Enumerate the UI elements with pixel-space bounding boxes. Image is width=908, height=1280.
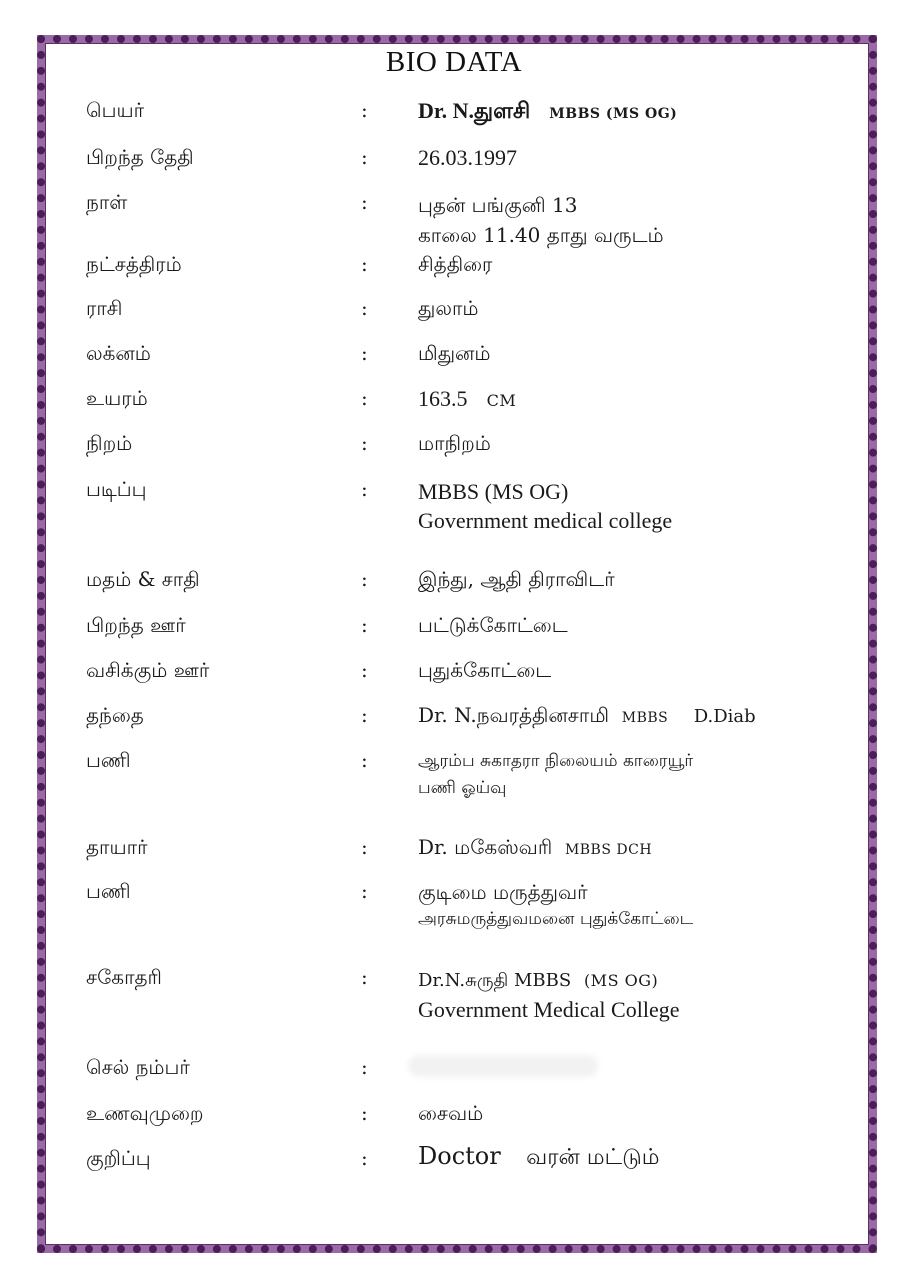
- colon: :: [361, 431, 368, 455]
- label-dob: பிறந்த தேதி: [86, 145, 194, 169]
- value-education: [418, 477, 672, 535]
- colon: :: [361, 658, 368, 682]
- value-residence: புதுக்கோட்டை: [418, 658, 552, 682]
- label-phone: செல் நம்பர்: [86, 1055, 190, 1079]
- mother-job-line1: குடிமை மருத்துவர்: [418, 880, 588, 904]
- name-degree: MBBS (MS OG): [549, 106, 678, 122]
- value-rasi: துலாம்: [418, 296, 479, 320]
- label-religion: மதம் & சாதி: [86, 567, 200, 591]
- colon: :: [361, 567, 368, 591]
- colon: :: [361, 296, 368, 320]
- note-text: வரன் மட்டும்: [526, 1145, 660, 1170]
- colon: :: [361, 703, 368, 727]
- value-day: [418, 190, 664, 250]
- label-lagnam: லக்னம்: [86, 341, 151, 365]
- name-text: Dr. N.துளசி: [418, 98, 531, 123]
- colon: :: [361, 835, 368, 859]
- value-name: [418, 98, 677, 127]
- label-height: உயரம்: [86, 386, 148, 410]
- label-mother: தாயார்: [86, 835, 148, 859]
- colon: :: [361, 1146, 368, 1170]
- colon: :: [361, 252, 368, 276]
- father-degree2: D.Diab: [693, 706, 756, 727]
- label-day: நாள்: [86, 190, 128, 214]
- value-complexion: மாநிறம்: [418, 431, 491, 455]
- colon: :: [361, 613, 368, 637]
- label-sister: சகோதரி: [86, 965, 162, 989]
- value-mother: [418, 835, 652, 862]
- label-star: நட்சத்திரம்: [86, 252, 182, 276]
- label-father: தந்தை: [86, 703, 144, 727]
- page-title: BIO DATA: [385, 46, 523, 78]
- value-native-place: பட்டுக்கோட்டை: [418, 613, 568, 637]
- colon: :: [361, 1101, 368, 1125]
- value-star: சித்திரை: [418, 252, 493, 276]
- label-native-place: பிறந்த ஊர்: [86, 613, 186, 637]
- colon: :: [361, 145, 368, 169]
- value-phone-redacted: [418, 1055, 598, 1082]
- value-diet: சைவம்: [418, 1101, 484, 1125]
- colon: :: [361, 341, 368, 365]
- label-name: பெயர்: [86, 98, 145, 122]
- value-sister: [418, 965, 679, 1024]
- colon: :: [361, 748, 368, 772]
- value-note: [418, 1142, 659, 1173]
- colon: :: [361, 879, 368, 903]
- day-line1: புதன் பங்குனி 13: [418, 193, 578, 217]
- value-height: [418, 386, 516, 412]
- label-education: படிப்பு: [86, 477, 147, 501]
- mother-name: Dr. மகேஸ்வரி: [418, 835, 553, 859]
- sister-line2: Government Medical College: [418, 997, 680, 1022]
- label-complexion: நிறம்: [86, 431, 133, 455]
- colon: :: [361, 386, 368, 410]
- education-line1: MBBS (MS OG): [418, 479, 569, 504]
- sister-line1: [418, 965, 679, 995]
- label-mother-job: பணி: [86, 879, 131, 903]
- value-father-job: [418, 748, 693, 802]
- value-religion: இந்து, ஆதி திராவிடர்: [418, 567, 615, 591]
- colon: :: [361, 965, 368, 989]
- colon: :: [361, 190, 368, 214]
- note-doctor: Doctor: [418, 1142, 501, 1170]
- label-note: குறிப்பு: [86, 1146, 151, 1170]
- height-unit: CM: [486, 391, 517, 410]
- colon: :: [361, 1055, 368, 1079]
- father-job-line2: பணி ஓய்வு: [418, 778, 507, 798]
- colon: :: [361, 477, 368, 501]
- label-rasi: ராசி: [86, 296, 123, 320]
- father-name: Dr. N.நவரத்தினசாமி: [418, 703, 610, 727]
- mother-job-line2: அரசுமருத்துவமனை புதுக்கோட்டை: [418, 909, 694, 929]
- sister-name: Dr.N.சுருதி MBBS: [418, 970, 572, 991]
- height-number: 163.5: [418, 386, 468, 411]
- label-residence: வசிக்கும் ஊர்: [86, 658, 210, 682]
- redaction-blur: [408, 1055, 598, 1077]
- colon: :: [361, 98, 368, 122]
- value-lagnam: மிதுனம்: [418, 341, 491, 365]
- education-line2: Government medical college: [418, 508, 673, 533]
- sister-degree: (MS OG): [583, 971, 659, 990]
- label-diet: உணவுமுறை: [86, 1101, 204, 1125]
- father-degree: MBBS: [621, 710, 669, 726]
- label-father-job: பணி: [86, 748, 131, 772]
- value-mother-job: [418, 879, 693, 933]
- mother-degree: MBBS DCH: [564, 842, 653, 858]
- day-line2: காலை 11.40 தாது வருடம்: [418, 223, 664, 247]
- value-father: [418, 703, 756, 730]
- father-job-line1: ஆரம்ப சுகாதரா நிலையம் காரையூர்: [418, 751, 694, 771]
- value-dob: 26.03.1997: [418, 145, 517, 170]
